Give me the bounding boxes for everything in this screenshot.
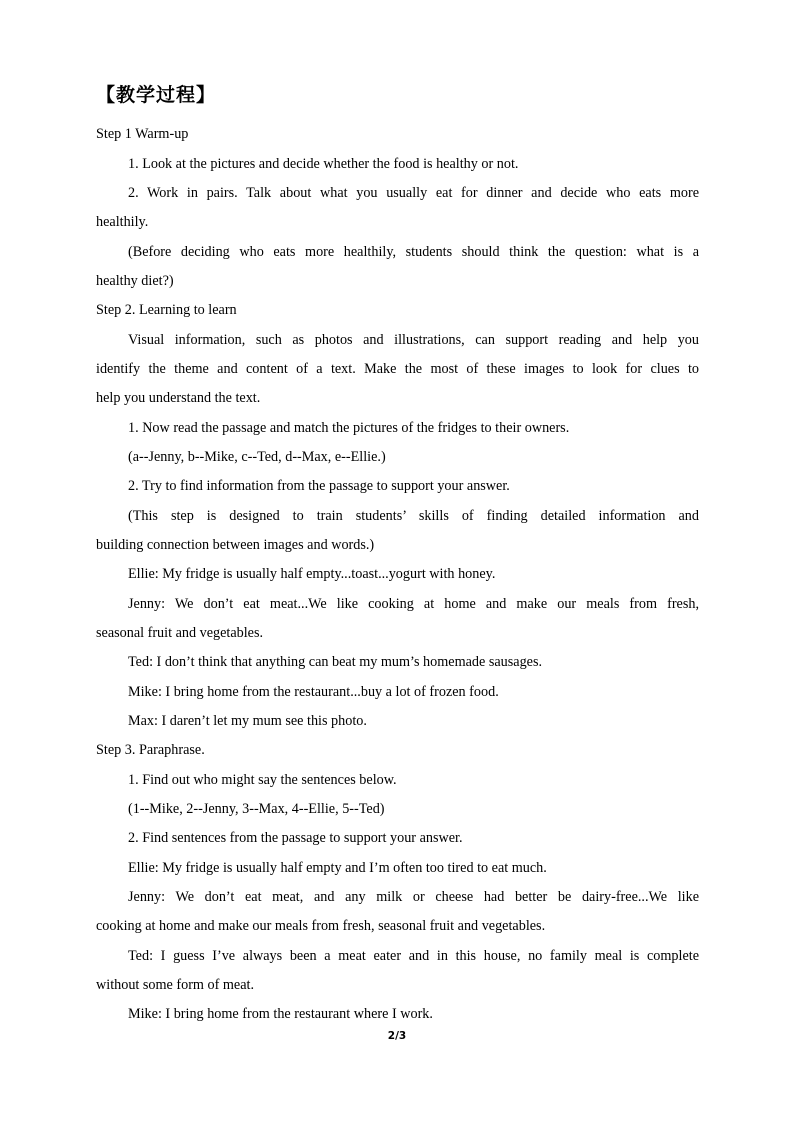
text-line: Step 1 Warm-up	[96, 126, 189, 142]
text-line: 2. Find sentences from the passage to support your answer.	[128, 830, 463, 846]
text-line: seasonal fruit and vegetables.	[96, 625, 264, 641]
text-line: (This step is designed to train students’ skills of finding detailed information and	[128, 508, 699, 524]
text-line: Visual information, such as photos and illustrations, can support reading and help you	[128, 332, 699, 348]
text-line: Step 2. Learning to learn	[96, 302, 237, 318]
page-number: 2/3	[387, 1030, 407, 1042]
text-line: 2. Work in pairs. Talk about what you usually eat for dinner and decide who eats more	[128, 185, 699, 201]
section-heading: 【教学过程】	[96, 84, 217, 106]
text-line: (Before deciding who eats more healthily, students should think the question: what is a	[128, 244, 699, 260]
text-line: cooking at home and make our meals from fresh, seasonal fruit and vegetables.	[96, 918, 546, 934]
text-line: (a--Jenny, b--Mike, c--Ted, d--Max, e--Ellie.)	[128, 449, 386, 465]
text-line: Step 3. Paraphrase.	[96, 742, 205, 758]
text-line: Ellie: My fridge is usually half empty and I’m often too tired to eat much.	[128, 860, 547, 876]
text-line: 1. Look at the pictures and decide whether the food is healthy or not.	[128, 156, 519, 172]
text-line: 2. Try to find information from the passage to support your answer.	[128, 478, 510, 494]
text-line: 1. Find out who might say the sentences below.	[128, 772, 397, 788]
text-line: Max: I daren’t let my mum see this photo.	[128, 713, 367, 729]
text-line: Jenny: We don’t eat meat...We like cooking at home and make our meals from fresh,	[128, 596, 699, 612]
text-line: Ted: I don’t think that anything can beat my mum’s homemade sausages.	[128, 654, 543, 670]
text-line: Mike: I bring home from the restaurant where I work.	[128, 1006, 433, 1022]
text-line: Jenny: We don’t eat meat, and any milk or cheese had better be dairy-free...We like	[128, 889, 699, 905]
text-line: healthily.	[96, 214, 149, 230]
text-line: (1--Mike, 2--Jenny, 3--Max, 4--Ellie, 5--Ted)	[128, 801, 385, 817]
text-line: identify the theme and content of a text. Make the most of these images to look for clues to	[96, 361, 699, 377]
text-line: 1. Now read the passage and match the pictures of the fridges to their owners.	[128, 420, 570, 436]
text-line: without some form of meat.	[96, 977, 255, 993]
text-line: building connection between images and words.)	[96, 537, 375, 553]
text-line: Mike: I bring home from the restaurant...buy a lot of frozen food.	[128, 684, 499, 700]
text-line: Ellie: My fridge is usually half empty...toast...yogurt with honey.	[128, 566, 496, 582]
text-line: Ted: I guess I’ve always been a meat eater and in this house, no family meal is complete	[128, 948, 699, 964]
text-line: help you understand the text.	[96, 390, 261, 406]
text-line: healthy diet?)	[96, 273, 174, 289]
